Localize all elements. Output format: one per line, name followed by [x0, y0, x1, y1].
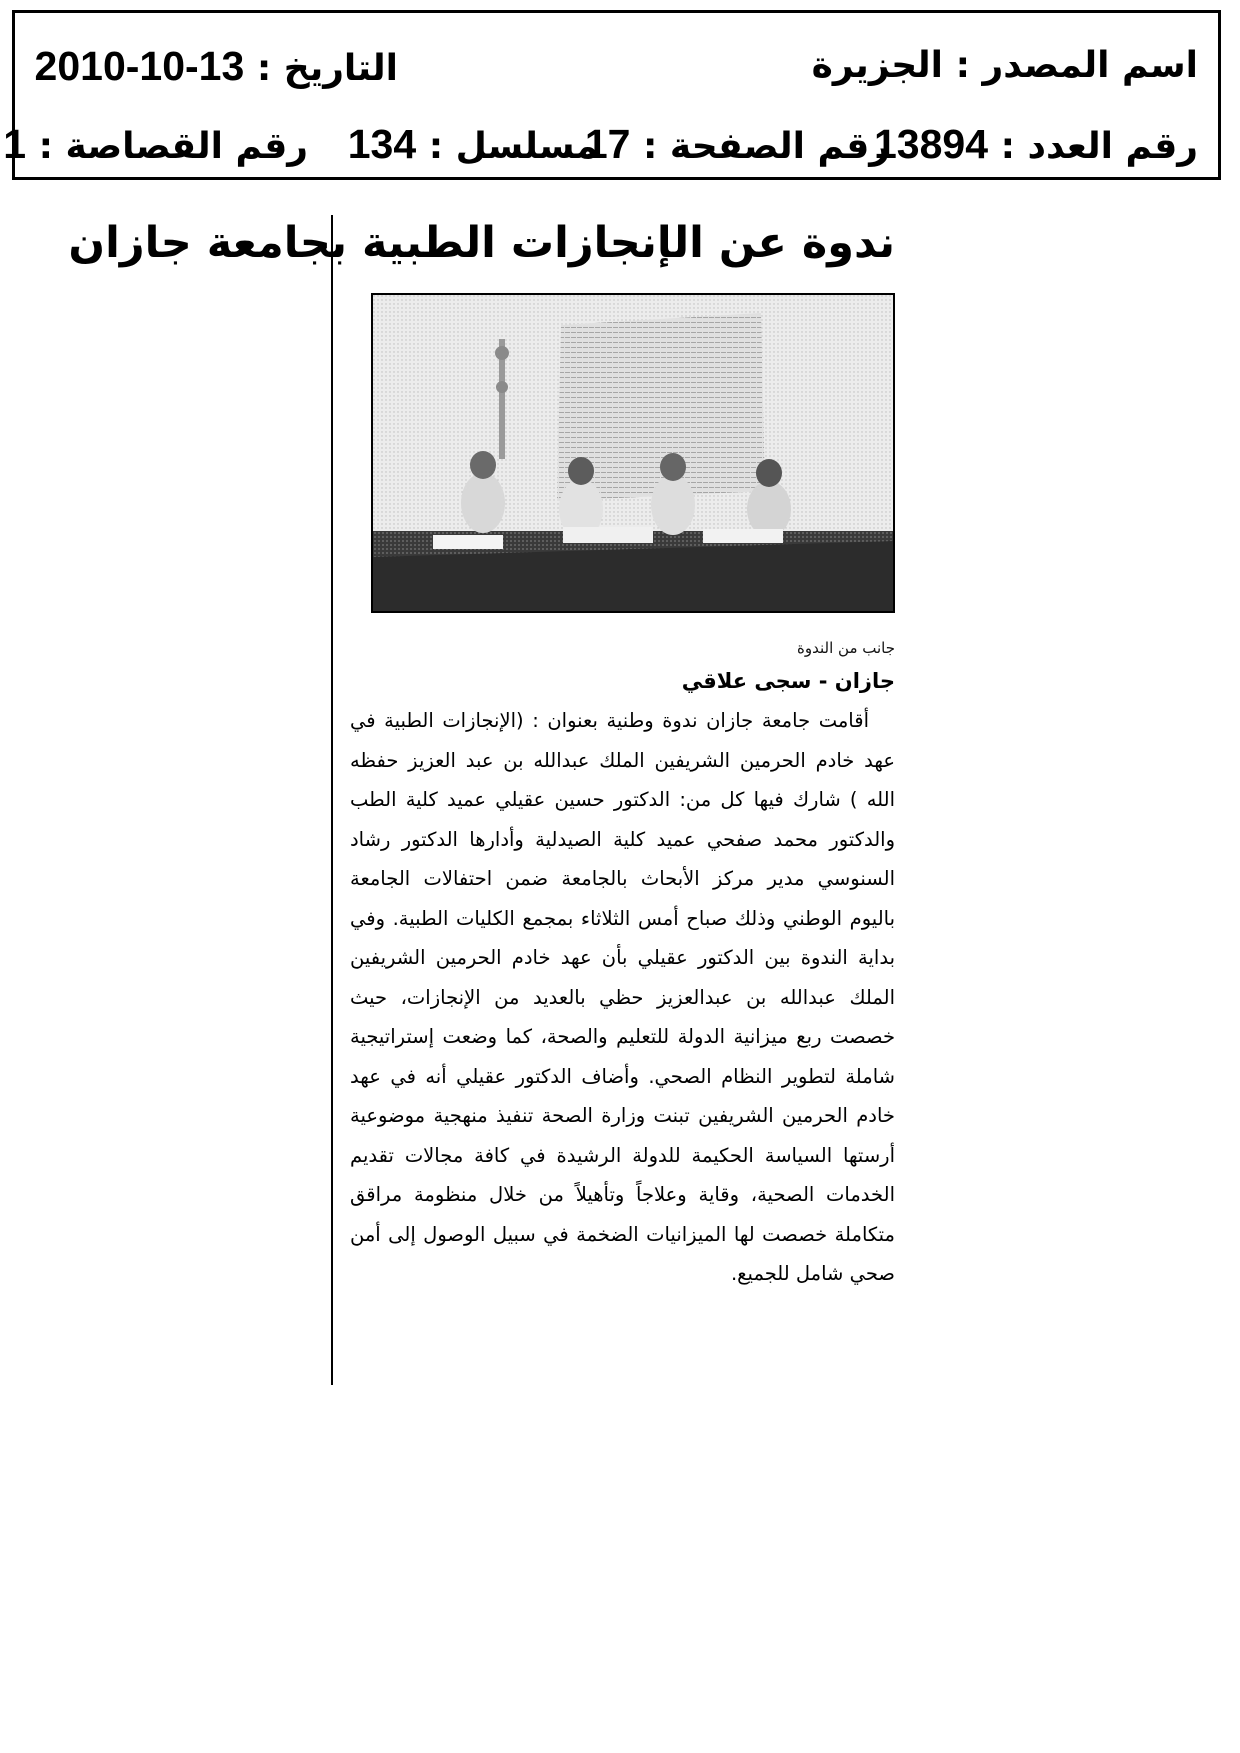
article-byline: جازان - سجى علاقي	[681, 669, 895, 693]
date-field	[35, 41, 398, 94]
source-label: اسم المصدر :	[955, 45, 1198, 86]
metadata-row-bottom	[3, 119, 1218, 179]
source-field	[812, 41, 1198, 91]
seminar-photo-image	[373, 295, 893, 611]
page-value: 17	[584, 121, 631, 167]
issue-label: رقم العدد :	[1000, 126, 1198, 167]
metadata-row-top	[15, 41, 1218, 101]
clip-field	[3, 119, 308, 172]
serial-field	[348, 119, 598, 172]
clip-label: رقم القصاصة :	[38, 126, 308, 167]
date-label: التاريخ :	[256, 48, 398, 89]
page-field	[585, 119, 890, 172]
clipping-metadata-box	[3, 10, 1221, 180]
photo-caption: جانب من الندوة	[797, 639, 895, 657]
issue-field	[874, 119, 1198, 172]
serial-value: 134	[347, 121, 417, 167]
issue-value: 13894	[874, 121, 989, 167]
date-value: 2010-10-13	[34, 43, 245, 89]
column-divider	[331, 215, 333, 1385]
article-headline: ندوة عن الإنجازات الطبية بجامعة جازان	[68, 218, 895, 268]
source-value: الجزيرة	[811, 45, 944, 86]
serial-label: مسلسل :	[428, 126, 598, 167]
article-body: أقامت جامعة جازان ندوة وطنية بعنوان : (الإنجازات الطبية في عهد خادم الحرمين الشريفين الملك عبدالله بن عبد العزيز حفظه الله ) شارك فيها كل من: الدكتور حسين عقيلي عميد كلية الطب والدكتور محمد صفحي عميد كلية الصيدلية وأدارها الدكتور رشاد السنوسي مدير مركز الأبحاث بالجامعة ضمن احتفالات الجامعة باليوم الوطني وذلك صباح أمس الثلاثاء بمجمع الكليات الطبية. وفي بداية الندوة بين الدكتور عقيلي بأن عهد خادم الحرمين الشريفين الملك عبدالله بن عبدالعزيز حظي بالعديد من الإنجازات، حيث خصصت ربع ميزانية الدولة للتعليم والصحة، كما وضعت إستراتيجية شاملة لتطوير النظام الصحي. وأضاف الدكتور عقيلي أنه في عهد خادم الحرمين الشريفين تبنت وزارة الصحة تنفيذ منهجية موضوعية أرستها السياسة الحكيمة للدولة الرشيدة في كافة مجالات تقديم الخدمات الصحية، وقاية وعلاجاً وتأهيلاً من خلال منظومة مراقق متكاملة خصصت لها الميزانيات الضخمة في سبيل الوصول إلى أمن صحي شامل للجميع.	[350, 709, 895, 1285]
page-label: رقم الصفحة :	[642, 126, 890, 167]
clip-value: 1	[3, 121, 27, 167]
article	[68, 210, 895, 1313]
article-photo	[371, 293, 895, 613]
